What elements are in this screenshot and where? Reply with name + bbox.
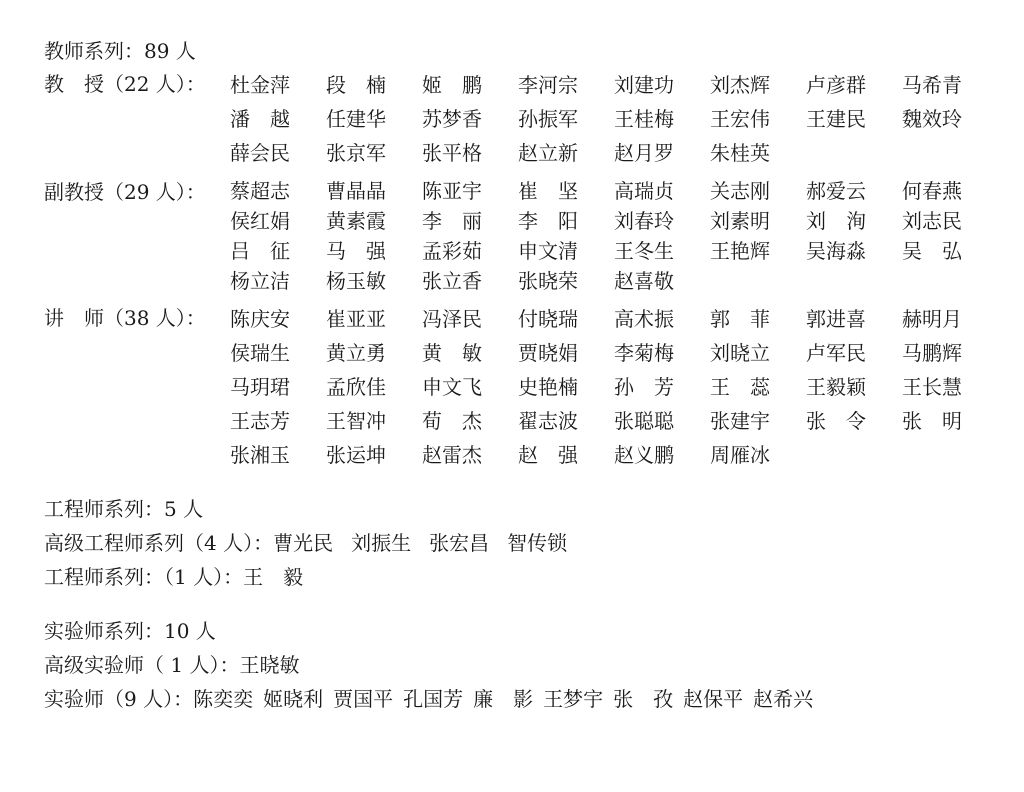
person-name: 李河宗 — [518, 73, 578, 97]
person-name: 郝爱云 — [806, 179, 866, 203]
lab-series-heading: 实验师系列：10 人 — [44, 619, 216, 643]
associate-professor-label: 副教授（29 人）： — [44, 180, 206, 204]
person-name: 崔 坚 — [518, 179, 578, 203]
person-name: 张 明 — [902, 409, 962, 433]
lecturer-label: 讲 师（38 人）： — [44, 306, 206, 330]
person-name: 王建民 — [806, 107, 866, 131]
person-name: 郭进喜 — [806, 307, 866, 331]
person-name: 任建华 — [326, 107, 386, 131]
person-name: 孙振军 — [518, 107, 578, 131]
lecturer-names — [230, 302, 998, 472]
person-name: 张平格 — [422, 141, 482, 165]
person-name: 杨立洁 — [230, 269, 290, 293]
person-name: 王冬生 — [614, 239, 674, 263]
senior-engineer-names — [273, 531, 585, 555]
person-name: 高瑞贞 — [614, 179, 674, 203]
person-name: 赵立新 — [518, 141, 578, 165]
person-name: 陈奕奕 — [193, 687, 254, 711]
person-name: 孔国芳 — [403, 687, 464, 711]
senior-lab-label: 高级实验师（ 1 人）： — [44, 653, 240, 677]
senior-engineer-line — [44, 526, 984, 560]
person-name: 陈亚宇 — [422, 179, 482, 203]
person-name: 赵希兴 — [753, 687, 814, 711]
person-name: 廉 影 — [473, 687, 534, 711]
lab-label: 实验师（9 人）： — [44, 687, 194, 711]
person-name: 张运坤 — [326, 443, 386, 467]
person-name: 赵月罗 — [614, 141, 674, 165]
person-name: 侯瑞生 — [230, 341, 290, 365]
person-name: 马希青 — [902, 73, 962, 97]
associate-professor-group — [44, 176, 984, 296]
person-name: 段 楠 — [326, 73, 386, 97]
person-name: 贾晓娟 — [518, 341, 578, 365]
person-name: 马鹏辉 — [902, 341, 962, 365]
person-name: 孟彩茹 — [422, 239, 482, 263]
engineer-series-heading: 工程师系列：5 人 — [44, 497, 204, 521]
person-name: 杨玉敏 — [326, 269, 386, 293]
person-name: 刘晓立 — [710, 341, 770, 365]
person-name: 张京军 — [326, 141, 386, 165]
person-name: 周雁冰 — [710, 443, 770, 467]
person-name: 王晓敏 — [239, 653, 300, 677]
person-name: 孟欣佳 — [326, 375, 386, 399]
person-name: 吴 弘 — [902, 239, 962, 263]
engineer-line — [44, 560, 984, 594]
person-name: 王志芳 — [230, 409, 290, 433]
person-name: 张聪聪 — [614, 409, 674, 433]
person-name: 李菊梅 — [614, 341, 674, 365]
person-name: 黄素霞 — [326, 209, 386, 233]
person-name: 郭 菲 — [710, 307, 770, 331]
lab-line — [44, 682, 984, 716]
person-name: 刘志民 — [902, 209, 962, 233]
person-name: 魏效玲 — [902, 107, 962, 131]
person-name: 马 强 — [326, 239, 386, 263]
person-name: 智传锁 — [507, 531, 568, 555]
person-name: 王梦宇 — [543, 687, 604, 711]
engineer-names — [243, 565, 321, 589]
person-name: 杜金萍 — [230, 73, 290, 97]
person-name: 吕 征 — [230, 239, 290, 263]
engineer-label: 工程师系列：（1 人）： — [44, 565, 244, 589]
person-name: 申文清 — [518, 239, 578, 263]
person-name: 贾国平 — [333, 687, 394, 711]
person-name: 王毅颖 — [806, 375, 866, 399]
person-name: 王 毅 — [243, 565, 304, 589]
person-name: 高术振 — [614, 307, 674, 331]
person-name: 赵保平 — [683, 687, 744, 711]
person-name: 王长慧 — [902, 375, 962, 399]
person-name: 赵喜敬 — [614, 269, 674, 293]
professor-label: 教 授（22 人）： — [44, 72, 206, 96]
person-name: 刘 洵 — [806, 209, 866, 233]
person-name: 刘春玲 — [614, 209, 674, 233]
teacher-series-heading: 教师系列：89 人 — [44, 39, 196, 63]
person-name: 王桂梅 — [614, 107, 674, 131]
person-name: 崔亚亚 — [326, 307, 386, 331]
person-name: 姬 鹏 — [422, 73, 482, 97]
associate-professor-names — [230, 176, 998, 296]
person-name: 薛会民 — [230, 141, 290, 165]
person-name: 马玥珺 — [230, 375, 290, 399]
person-name: 李 丽 — [422, 209, 482, 233]
person-name: 潘 越 — [230, 107, 290, 131]
person-name: 赵义鹏 — [614, 443, 674, 467]
person-name: 王宏伟 — [710, 107, 770, 131]
person-name: 赵 强 — [518, 443, 578, 467]
person-name: 吴海淼 — [806, 239, 866, 263]
senior-lab-names — [239, 653, 317, 677]
senior-engineer-label: 高级工程师系列（4 人）： — [44, 531, 274, 555]
person-name: 翟志波 — [518, 409, 578, 433]
person-name: 张湘玉 — [230, 443, 290, 467]
person-name: 卢彦群 — [806, 73, 866, 97]
person-name: 刘建功 — [614, 73, 674, 97]
person-name: 刘素明 — [710, 209, 770, 233]
person-name: 陈庆安 — [230, 307, 290, 331]
person-name: 张 孜 — [613, 687, 674, 711]
person-name: 曹晶晶 — [326, 179, 386, 203]
person-name: 孙 芳 — [614, 375, 674, 399]
lecturer-group — [44, 302, 984, 472]
person-name: 曹光民 — [273, 531, 334, 555]
person-name: 张宏昌 — [429, 531, 490, 555]
person-name: 卢军民 — [806, 341, 866, 365]
person-name: 申文飞 — [422, 375, 482, 399]
person-name: 朱桂英 — [710, 141, 770, 165]
person-name: 蔡超志 — [230, 179, 290, 203]
person-name: 黄 敏 — [422, 341, 482, 365]
lab-names — [193, 687, 823, 711]
person-name: 侯红娟 — [230, 209, 290, 233]
person-name: 荀 杰 — [422, 409, 482, 433]
person-name: 刘振生 — [351, 531, 412, 555]
person-name: 冯泽民 — [422, 307, 482, 331]
person-name: 付晓瑞 — [518, 307, 578, 331]
person-name: 王智冲 — [326, 409, 386, 433]
person-name: 刘杰辉 — [710, 73, 770, 97]
person-name: 赫明月 — [902, 307, 962, 331]
person-name: 李 阳 — [518, 209, 578, 233]
person-name: 张晓荣 — [518, 269, 578, 293]
person-name: 赵雷杰 — [422, 443, 482, 467]
person-name: 张立香 — [422, 269, 482, 293]
person-name: 王艳辉 — [710, 239, 770, 263]
person-name: 史艳楠 — [518, 375, 578, 399]
person-name: 黄立勇 — [326, 341, 386, 365]
person-name: 张建宇 — [710, 409, 770, 433]
person-name: 姬晓利 — [263, 687, 324, 711]
person-name: 何春燕 — [902, 179, 962, 203]
person-name: 苏梦香 — [422, 107, 482, 131]
professor-names — [230, 68, 998, 170]
person-name: 张 令 — [806, 409, 866, 433]
person-name: 关志刚 — [710, 179, 770, 203]
professor-group — [44, 68, 984, 170]
person-name: 王 蕊 — [710, 375, 770, 399]
senior-lab-line — [44, 648, 984, 682]
